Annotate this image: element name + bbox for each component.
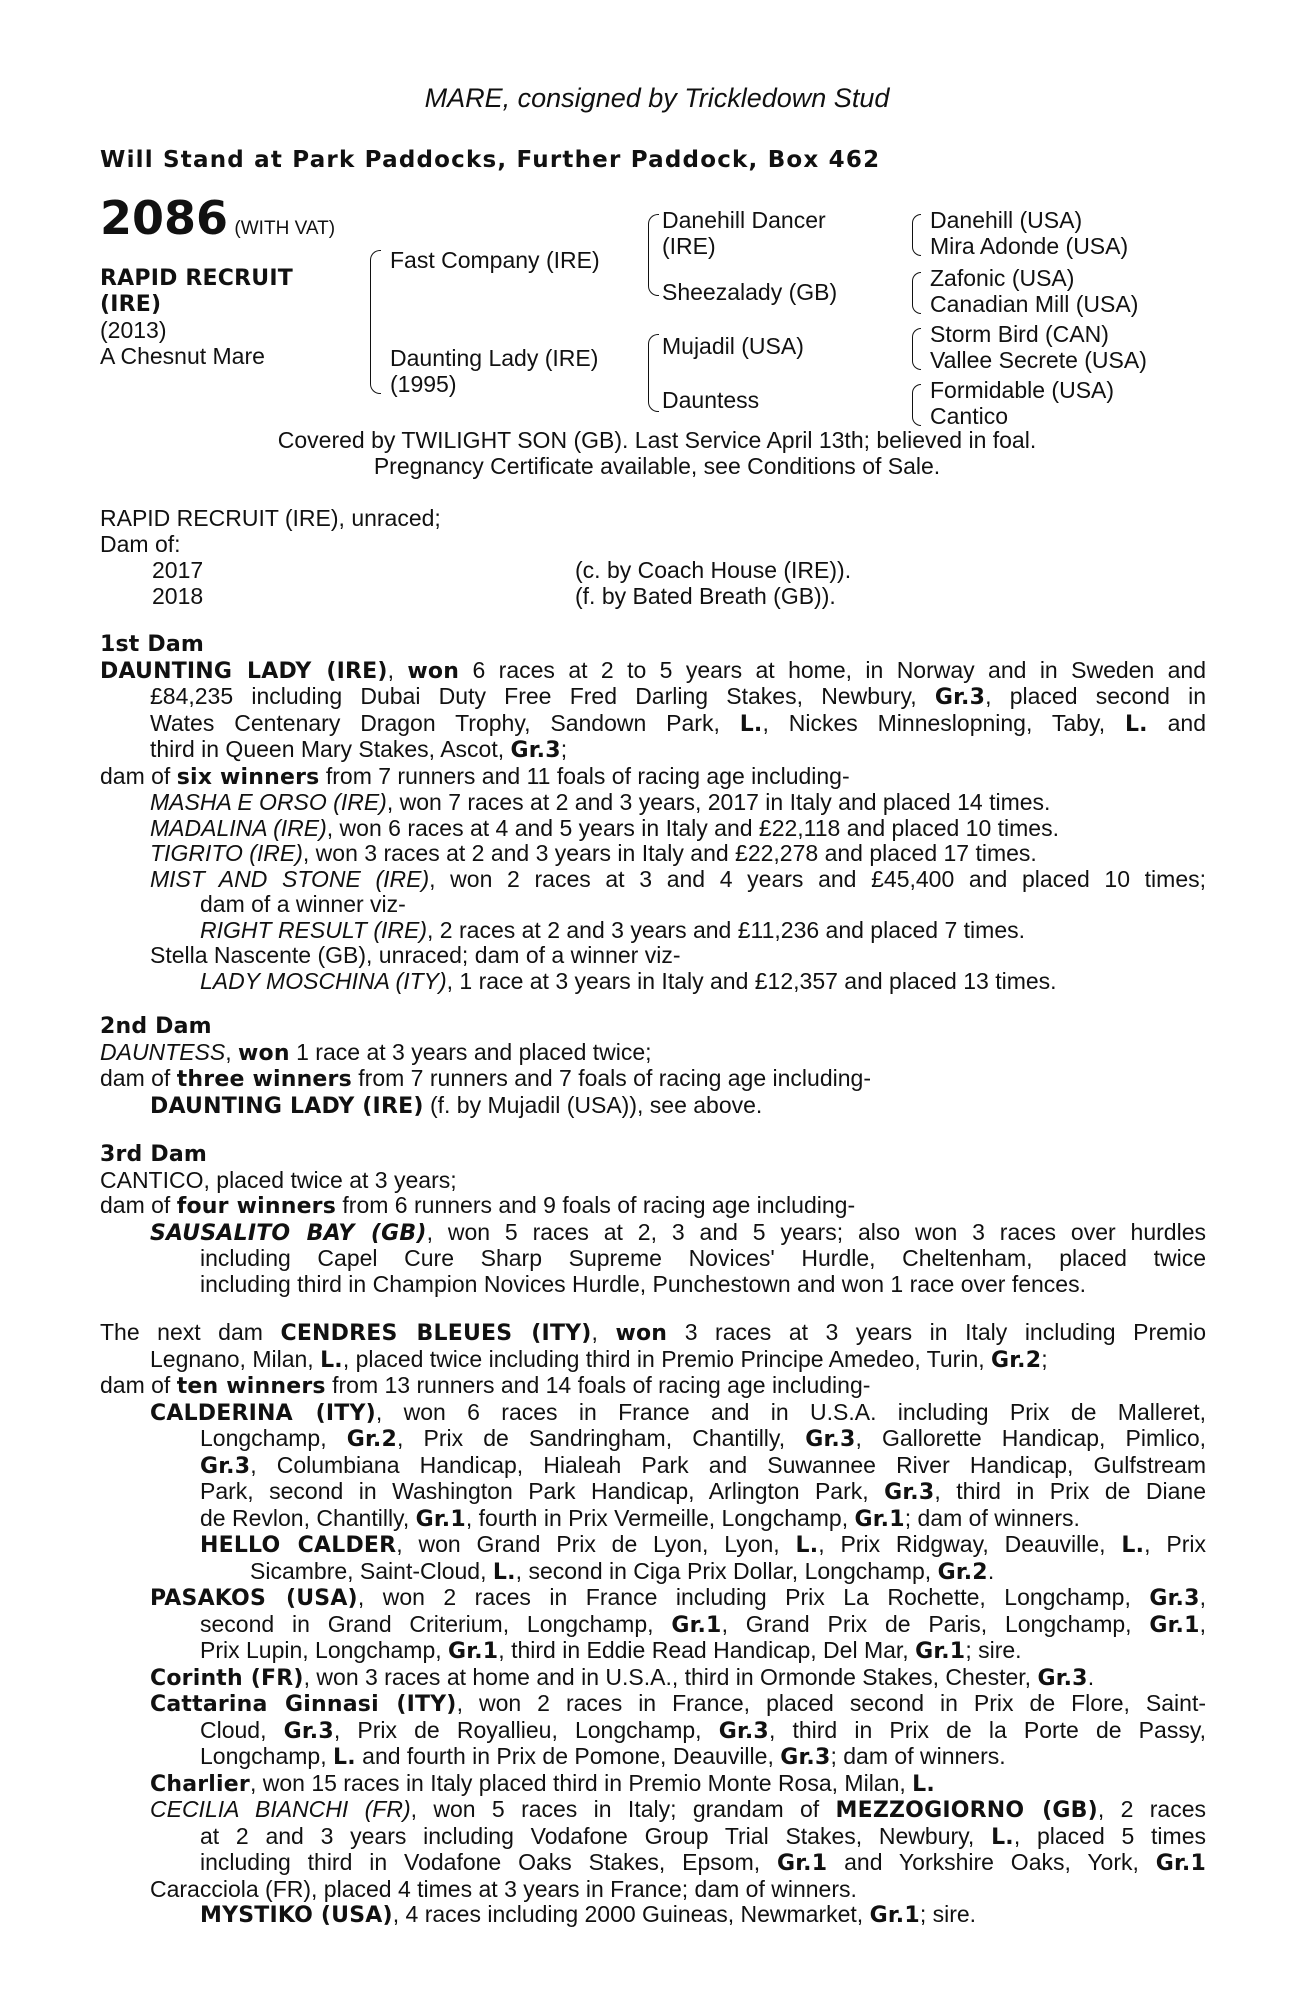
section-heading: 2nd Dam [100, 1014, 212, 1039]
first-dam-line: dam of six winners from 7 runners and 11 foals of racing age including- [100, 762, 850, 790]
lot-number-value: 2086 [100, 191, 229, 245]
next-dam-line: dam of ten winners from 13 runners and 14 foals of racing age including- [100, 1372, 871, 1399]
pedigree-gg-3: Zafonic (USA) [930, 265, 1075, 291]
pedigree-sire-dam: Sheezalady (GB) [662, 279, 838, 305]
progeny-line: Stella Nascente (GB), unraced; dam of a winner viz- [150, 942, 681, 968]
second-dam-line: dam of three winners from 7 runners and 7 foals of racing age including- [100, 1065, 871, 1092]
first-dam-line: Wates Centenary Dragon Trophy, Sandown Park, L., Nickes Minneslopning, Taby, L. and [150, 709, 1206, 737]
first-dam-line: third in Queen Mary Stakes, Ascot, Gr.3; [150, 736, 568, 763]
progeny-line: Longchamp, L. and fourth in Prix de Pomone, Deauville, Gr.3; dam of winners. [200, 1743, 1006, 1770]
pedigree-gg-6: Vallee Secrete (USA) [930, 347, 1147, 373]
progeny-line: Caracciola (FR), placed 4 times at 3 years in France; dam of winners. [150, 1875, 857, 1902]
progeny-line: TIGRITO (IRE), won 3 races at 2 and 3 years in Italy and £22,278 and placed 17 times. [150, 840, 1037, 866]
next-dam-line: Legnano, Milan, L., placed twice including third in Premio Principe Amedeo, Turin, Gr.2; [150, 1345, 1048, 1373]
progeny-line: RIGHT RESULT (IRE), 2 races at 2 and 3 years and £11,236 and placed 7 times. [200, 916, 1025, 943]
progeny-line: CALDERINA (ITY), won 6 races in France and in U.S.A. including Prix de Malleret, [150, 1398, 1206, 1426]
third-dam-line: dam of four winners from 6 runners and 9 foals of racing age including- [100, 1192, 856, 1219]
progeny-line: Charlier, won 15 races in Italy placed third in Premio Monte Rosa, Milan, L. [150, 1769, 935, 1797]
covered-line: Covered by TWILIGHT SON (GB). Last Service April 13th; believed in foal. [277, 427, 1037, 453]
third-dam-line: SAUSALITO BAY (GB), won 5 races at 2, 3 and 5 years; also won 3 races over hurdles [150, 1218, 1206, 1246]
progeny-line: second in Grand Criterium, Longchamp, Gr.1, Grand Prix de Paris, Longchamp, Gr.1, [200, 1610, 1206, 1638]
lot-number [100, 191, 336, 245]
progeny-line: MIST AND STONE (IRE), won 2 races at 3 and 4 years and £45,400 and placed 10 times; [150, 865, 1206, 892]
progeny-line: MASHA E ORSO (IRE), won 7 races at 2 and 3 years, 2017 in Italy and placed 14 times. [150, 789, 1051, 815]
third-dam-section [100, 1142, 1206, 1297]
second-dam-section [100, 1014, 1206, 1119]
pedigree-gg-7: Formidable (USA) [930, 377, 1115, 403]
third-dam-line: including Capel Cure Sharp Supreme Novices' Hurdle, Cheltenham, placed twice [200, 1245, 1206, 1271]
brace-sire-parents [648, 214, 659, 296]
produce-year: 2018 [152, 583, 204, 609]
progeny-line: Park, second in Washington Park Handicap, Arlington Park, Gr.3, third in Prix de Diane [200, 1478, 1206, 1505]
pedigree-sire: Fast Company (IRE) [390, 247, 600, 273]
horse-name-suffix: (IRE) [100, 292, 162, 317]
brace-gg-2 [912, 272, 921, 314]
progeny-line: MADALINA (IRE), won 6 races at 4 and 5 years in Italy and £22,118 and placed 10 times. [150, 814, 1059, 841]
progeny-line: Gr.3, Columbiana Handicap, Hialeah Park and Suwannee River Handicap, Gulfstream [200, 1451, 1206, 1479]
pedigree-gg-4: Canadian Mill (USA) [930, 291, 1139, 317]
produce-year: 2017 [152, 557, 204, 583]
progeny-line: MYSTIKO (USA), 4 races including 2000 Guineas, Newmarket, Gr.1; sire. [200, 1901, 977, 1928]
brace-gg-3 [912, 328, 921, 370]
progeny-line: Sicambre, Saint-Cloud, L., second in Ciga Prix Dollar, Longchamp, Gr.2. [250, 1557, 995, 1585]
brace-sire-dam [370, 250, 381, 394]
horse-description: A Chesnut Mare [100, 343, 265, 369]
brace-gg-4 [912, 384, 921, 426]
next-dam-section [100, 1320, 1206, 1929]
produce-detail: (f. by Bated Breath (GB)). [575, 583, 836, 609]
pedigree-dam-sire: Mujadil (USA) [662, 333, 804, 359]
brace-gg-1 [912, 214, 921, 256]
third-dam-line: including third in Champion Novices Hurdle, Punchestown and won 1 race over fences. [200, 1270, 1086, 1297]
stand-location: Will Stand at Park Paddocks, Further Paddock, Box 462 [100, 147, 881, 173]
progeny-line: Cloud, Gr.3, Prix de Royallieu, Longchamp, Gr.3, third in Prix de la Porte de Passy, [200, 1716, 1207, 1744]
pedigree-gg-1: Danehill (USA) [930, 207, 1083, 233]
progeny-line: dam of a winner viz- [200, 891, 406, 917]
pedigree-dam: Daunting Lady (IRE) [390, 345, 599, 371]
progeny-line: Cattarina Ginnasi (ITY), won 2 races in France, placed second in Prix de Flore, Saint- [150, 1690, 1206, 1717]
section-heading: 1st Dam [100, 632, 205, 657]
progeny-line: Corinth (FR), won 3 races at home and in U.S.A., third in Ormonde Stakes, Chester, Gr.3. [150, 1663, 1095, 1691]
pedigree-gg-2: Mira Adonde (USA) [930, 233, 1129, 259]
produce-detail: (c. by Coach House (IRE)). [575, 557, 852, 583]
section-heading: 3rd Dam [100, 1142, 207, 1167]
first-dam-line: £84,235 including Dubai Duty Free Fred Darling Stakes, Newbury, Gr.3, placed second in [150, 683, 1206, 710]
brace-dam-parents [648, 334, 659, 412]
foaling-year: (2013) [100, 317, 167, 343]
pedigree-dam-dam: Dauntess [662, 387, 760, 413]
progeny-line: LADY MOSCHINA (ITY), 1 race at 3 years in Italy and £12,357 and placed 13 times. [200, 967, 1057, 994]
third-dam-line: CANTICO, placed twice at 3 years; [100, 1166, 457, 1193]
progeny-line: Prix Lupin, Longchamp, Gr.1, third in Eddie Read Handicap, Del Mar, Gr.1; sire. [200, 1637, 1022, 1664]
progeny-line: at 2 and 3 years including Vodafone Group Trial Stakes, Newbury, L., placed 5 times [200, 1822, 1206, 1850]
progeny-line: PASAKOS (USA), won 2 races in France including Prix La Rochette, Longchamp, Gr.3, [150, 1584, 1206, 1611]
pedigree-sire-sire: Danehill Dancer [662, 207, 826, 233]
produce-intro: RAPID RECRUIT (IRE), unraced; [100, 505, 441, 531]
pedigree-gg-5: Storm Bird (CAN) [930, 321, 1109, 347]
pedigree-gg-8: Cantico [930, 403, 1008, 429]
subtitle: MARE, consigned by Trickledown Stud [424, 83, 890, 113]
progeny-line: Longchamp, Gr.2, Prix de Sandringham, Chantilly, Gr.3, Gallorette Handicap, Pimlico, [200, 1425, 1207, 1452]
second-dam-line: DAUNTESS, won 1 race at 3 years and placed twice; [100, 1038, 652, 1066]
progeny-line: including third in Vodafone Oaks Stakes, Epsom, Gr.1 and Yorkshire Oaks, York, Gr.1 [200, 1849, 1206, 1876]
vat-note: (WITH VAT) [234, 218, 336, 239]
first-dam-line: DAUNTING LADY (IRE), won 6 races at 2 to 5 years at home, in Norway and in Sweden and [100, 656, 1207, 684]
pregnancy-line: Pregnancy Certificate available, see Conditions of Sale. [373, 453, 941, 479]
pedigree-dam-year: (1995) [390, 371, 457, 397]
horse-name: RAPID RECRUIT [100, 266, 293, 291]
first-dam-section [100, 632, 1206, 994]
progeny-line: CECILIA BIANCHI (FR), won 5 races in Italy; grandam of MEZZOGIORNO (GB), 2 races [150, 1796, 1206, 1823]
next-dam-line: The next dam CENDRES BLEUES (ITY), won 3 races at 3 years in Italy including Premio [100, 1319, 1206, 1346]
progeny-line: HELLO CALDER, won Grand Prix de Lyon, Lyon, L., Prix Ridgway, Deauville, L., Prix [200, 1531, 1206, 1558]
pedigree-sire-sire-suffix: (IRE) [662, 233, 716, 259]
produce-dam-of: Dam of: [100, 531, 181, 557]
progeny-line: de Revlon, Chantilly, Gr.1, fourth in Prix Vermeille, Longchamp, Gr.1; dam of winners. [200, 1504, 1080, 1532]
second-dam-line: DAUNTING LADY (IRE) (f. by Mujadil (USA)), see above. [150, 1091, 763, 1119]
